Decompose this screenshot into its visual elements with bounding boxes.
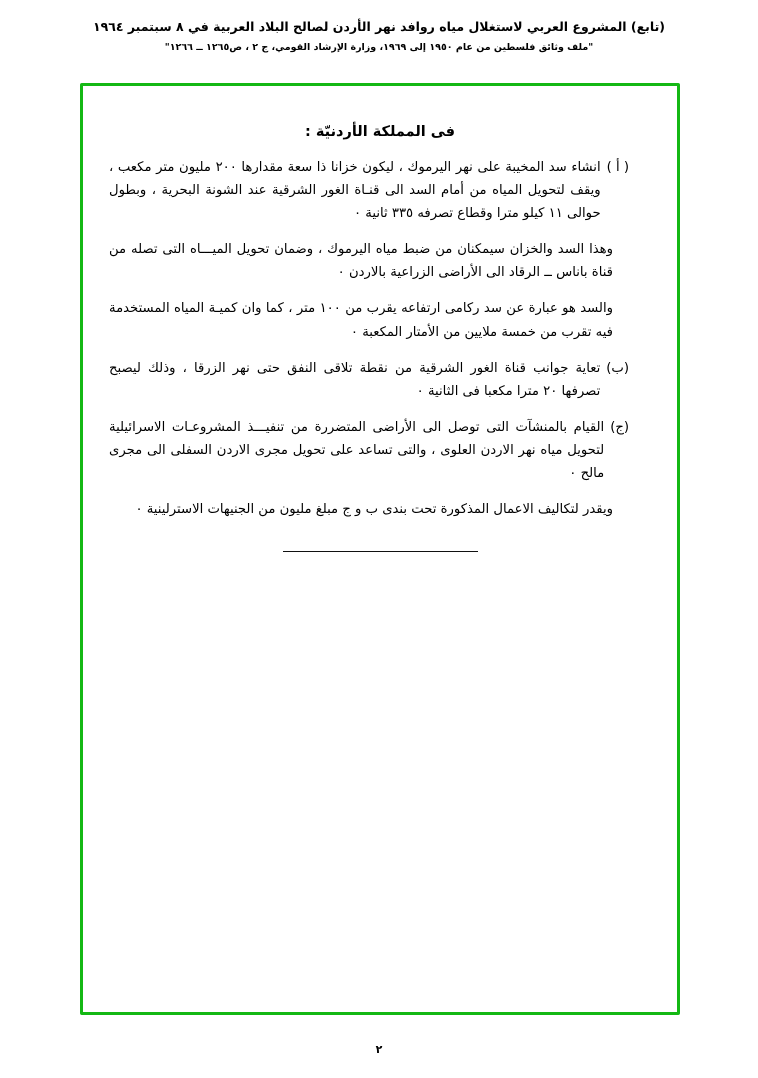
document-body <box>109 106 651 552</box>
paragraph-text-closing: ويقدر لتكاليف الاعمال المذكورة تحت بندى ب و ج مبلغ مليون من الجنيهات الاسترلينية ٠ <box>135 502 613 518</box>
paragraph-a <box>109 156 651 225</box>
paragraph-text-a: انشاء سد المخيبة على نهر اليرموك ، ليكون خزانا ذا سعة مقدارها ٢٠٠ مليون متر مكعب ، ويقف لتحويل المياه من أمام السد الى قنـاة الغور الشرقية عند الشونة البحرية ، وبطول حوالى ١١ كيلو مترا وقطاع تصرفه ٣٣٥ ثانية ٠ <box>109 160 601 222</box>
paragraph-marker-c: (ج) <box>610 419 629 435</box>
paragraph-text-c: القيام بالمنشآت التى توصل الى الأراضى المتضررة من تنفيـــذ المشروعـات الاسرائيلية لتحويل مياه نهر الاردن العلوى ، والتى تساعد على تحويل مجرى الاردن السفلى الى مجرى مالح ٠ <box>109 419 605 482</box>
paragraph-text-a-cont-2: والسد هو عبارة عن سد ركامى ارتفاعه يقرب من ١٠٠ متر ، كما وان كميـة المياه المستخدمة فيه تقرب من خمسة ملايين من الأمتار المكعبة ٠ <box>109 301 613 340</box>
section-heading: فى المملكة الأردنيّة : <box>305 124 455 140</box>
green-border-frame <box>80 83 680 1015</box>
paragraph-a-cont-1 <box>109 238 651 284</box>
paragraph-text-a-cont-1: وهذا السد والخزان سيمكنان من ضبط مياه اليرموك ، وضمان تحويل الميـــاه التى تصله من قناة باناس ــ الرقاد الى الأراضى الزراعية بالاردن ٠ <box>109 242 613 281</box>
document-source-note: "ملف وثائق فلسطين من عام ١٩٥٠ إلى ١٩٦٩، وزارة الإرشاد القومي، ج ٢ ، ص١٢٦٥ ــ ١٢٦٦" <box>164 41 594 53</box>
paragraph-text-b: تعاية جوانب قناة الغور الشرقية من نقطة تلاقى النفق حتى نهر الزرقا ، وذلك ليصبح تصرفها ٢٠ مترا مكعبا فى الثانية ٠ <box>109 360 601 399</box>
document-title: (تابع) المشروع العربي لاستغلال مياه روافد نهر الأردن لصالح البلاد العربية في ٨ سبتمبر ١٩٦٤ <box>93 19 665 34</box>
paragraph-marker-a: ( أ ) <box>606 160 629 175</box>
paragraph-a-cont-2 <box>109 297 651 343</box>
paragraph-closing <box>109 498 651 521</box>
document-header <box>0 18 758 55</box>
page-number: ٢ <box>375 1043 383 1056</box>
paragraph-marker-b: (ب) <box>606 360 629 376</box>
paragraph-b <box>109 357 651 403</box>
paragraph-c <box>109 416 651 485</box>
horizontal-rule <box>283 551 478 552</box>
